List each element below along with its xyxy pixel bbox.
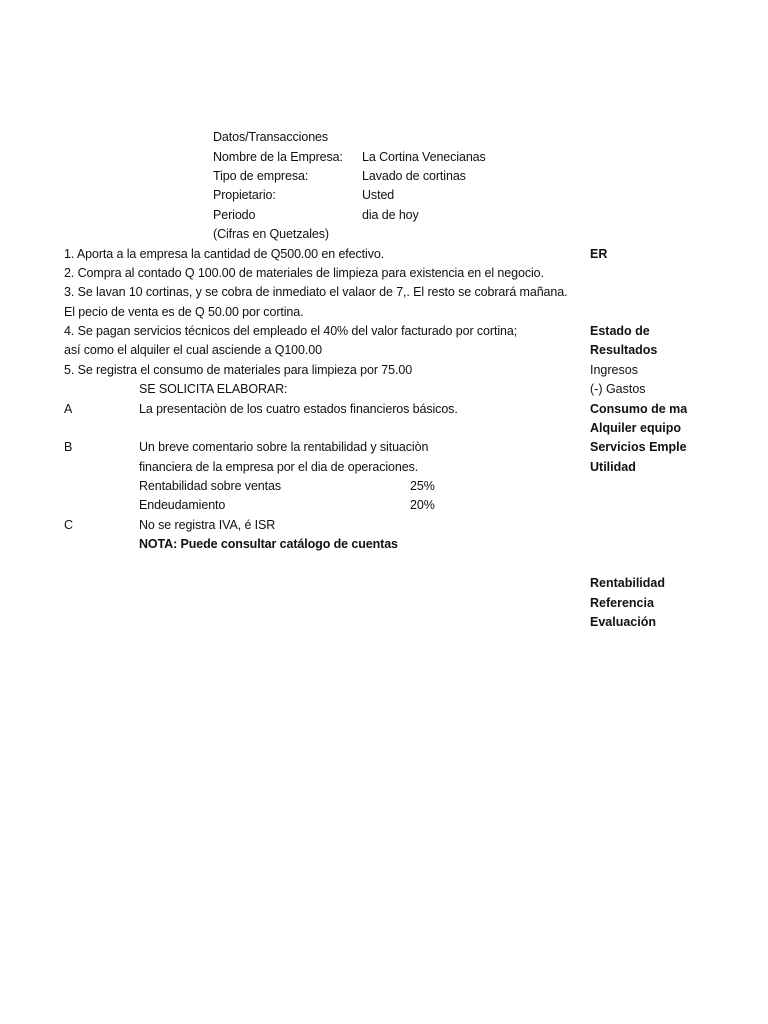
- request-a-letter: A: [64, 402, 73, 416]
- transaction-1: 1. Aporta a la empresa la cantidad de Q500.00 en efectivo.: [64, 247, 385, 261]
- currency-note: (Cifras en Quetzales): [213, 227, 329, 241]
- rentabilidad-value: 25%: [410, 479, 435, 493]
- transaction-5: 5. Se registra el consumo de materiales para limpieza por 75.00: [64, 363, 413, 377]
- request-b-letter: B: [64, 440, 73, 454]
- resultados-label: Resultados: [590, 343, 658, 357]
- owner-label: Propietario:: [213, 188, 276, 202]
- owner-value: Usted: [362, 188, 395, 202]
- utilidad-label: Utilidad: [590, 460, 636, 474]
- gastos-label: (-) Gastos: [590, 382, 646, 396]
- request-b-text-1: Un breve comentario sobre la rentabilidad y situaciòn: [139, 440, 429, 454]
- alquiler-label: Alquiler equipo: [590, 421, 681, 435]
- evaluacion-label: Evaluación: [590, 615, 656, 629]
- rentabilidad-label: Rentabilidad sobre ventas: [139, 479, 282, 493]
- referencia-label: Referencia: [590, 596, 654, 610]
- er-label: ER: [590, 247, 608, 261]
- type-label: Tipo de empresa:: [213, 169, 309, 183]
- request-a-text: La presentaciòn de los cuatro estados financieros básicos.: [139, 402, 458, 416]
- header-title: Datos/Transacciones: [213, 130, 329, 144]
- request-c-letter: C: [64, 518, 73, 532]
- consumo-label: Consumo de ma: [590, 402, 688, 416]
- transaction-3b: El pecio de venta es de Q 50.00 por cortina.: [64, 305, 304, 319]
- endeudamiento-label: Endeudamiento: [139, 498, 226, 512]
- endeudamiento-value: 20%: [410, 498, 435, 512]
- period-value: dia de hoy: [362, 208, 419, 222]
- transaction-3a: 3. Se lavan 10 cortinas, y se cobra de inmediato el valaor de 7,. El resto se cobrará mañana.: [64, 285, 568, 299]
- ingresos-label: Ingresos: [590, 363, 638, 377]
- period-label: Periodo: [213, 208, 256, 222]
- requests-heading: SE SOLICITA ELABORAR:: [139, 382, 288, 396]
- transaction-4b: así como el alquiler el cual asciende a Q100.00: [64, 343, 322, 357]
- estado-label: Estado de: [590, 324, 650, 338]
- nota: NOTA: Puede consultar catálogo de cuentas: [139, 537, 398, 551]
- servicios-label: Servicios Emple: [590, 440, 687, 454]
- company-value: La Cortina Venecianas: [362, 150, 486, 164]
- type-value: Lavado de cortinas: [362, 169, 466, 183]
- request-c-text: No se registra IVA, é ISR: [139, 518, 276, 532]
- company-label: Nombre de la Empresa:: [213, 150, 343, 164]
- request-b-text-2: financiera de la empresa por el dia de operaciones.: [139, 460, 419, 474]
- rentabilidad-heading: Rentabilidad: [590, 576, 666, 590]
- transaction-4a: 4. Se pagan servicios técnicos del empleado el 40% del valor facturado por cortina;: [64, 324, 518, 338]
- transaction-2: 2. Compra al contado Q 100.00 de materiales de limpieza para existencia en el negocio.: [64, 266, 544, 280]
